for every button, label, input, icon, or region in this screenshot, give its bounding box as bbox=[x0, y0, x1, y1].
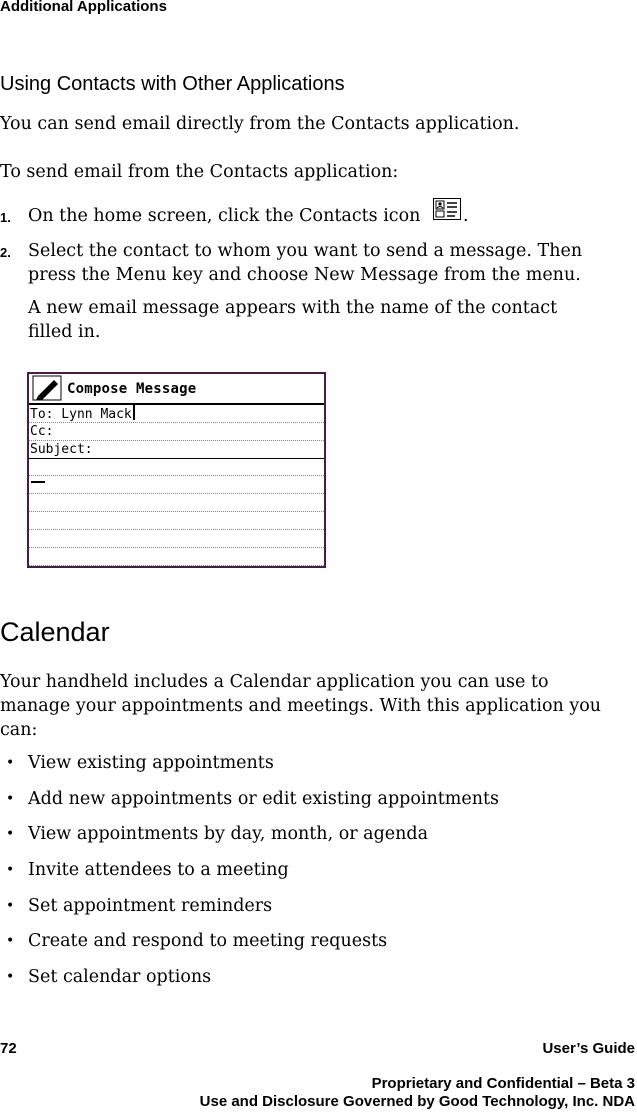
text-cursor bbox=[133, 405, 135, 420]
step-1-text: On the home screen, click the Contacts icon bbox=[28, 206, 421, 226]
compose-message-screenshot bbox=[27, 372, 326, 568]
calendar-intro-line-2: manage your appointments and meetings. With this application you bbox=[0, 696, 602, 716]
body-line bbox=[29, 529, 324, 530]
step-number-2: 2. bbox=[0, 245, 11, 260]
body-line bbox=[29, 565, 324, 566]
bullet-marker: • bbox=[6, 898, 15, 914]
step-2-line-2: press the Menu key and choose New Message from the menu. bbox=[28, 265, 581, 285]
section-heading-calendar: Calendar bbox=[0, 617, 110, 647]
compose-title-bar bbox=[29, 374, 324, 405]
cc-field[interactable]: Cc: bbox=[29, 423, 324, 441]
to-field-text: To: Lynn Mack bbox=[30, 407, 132, 422]
contacts-lead-in: To send email from the Contacts application: bbox=[0, 162, 399, 182]
guide-name: User’s Guide bbox=[542, 1040, 635, 1057]
calendar-bullet-4: Invite attendees to a meeting bbox=[28, 860, 289, 880]
body-cursor bbox=[31, 481, 45, 483]
page-number: 72 bbox=[0, 1040, 17, 1057]
calendar-intro-line-1: Your handheld includes a Calendar application you can use to bbox=[0, 672, 549, 692]
step-1-period: . bbox=[463, 206, 469, 226]
running-header: Additional Applications bbox=[0, 0, 167, 15]
calendar-intro-line-3: can: bbox=[0, 720, 38, 740]
bullet-marker: • bbox=[6, 862, 15, 878]
section-heading-contacts: Using Contacts with Other Applications bbox=[0, 73, 345, 95]
calendar-bullet-6: Create and respond to meeting requests bbox=[28, 931, 388, 951]
body-line bbox=[29, 547, 324, 548]
calendar-bullet-3: View appointments by day, month, or agenda bbox=[28, 824, 429, 844]
to-field[interactable] bbox=[29, 405, 324, 423]
contacts-intro: You can send email directly from the Contacts application. bbox=[0, 114, 520, 134]
step-2-result-line-2: filled in. bbox=[28, 322, 101, 342]
bullet-marker: • bbox=[6, 791, 15, 807]
pen-icon bbox=[32, 375, 62, 405]
bullet-marker: • bbox=[6, 933, 15, 949]
contacts-app-icon bbox=[433, 198, 461, 220]
body-line bbox=[29, 493, 324, 494]
confidential-notice: Proprietary and Confidential – Beta 3 bbox=[371, 1075, 635, 1092]
step-number-1: 1. bbox=[0, 210, 11, 225]
step-2-result-line-1: A new email message appears with the name of the contact bbox=[28, 298, 558, 318]
step-2-line-1: Select the contact to whom you want to send a message. Then bbox=[28, 241, 583, 261]
body-line bbox=[29, 475, 324, 476]
disclosure-notice: Use and Disclosure Governed by Good Technology, Inc. NDA bbox=[199, 1093, 635, 1110]
calendar-bullet-1: View existing appointments bbox=[28, 753, 274, 773]
body-line bbox=[29, 511, 324, 512]
calendar-bullet-2: Add new appointments or edit existing appointments bbox=[28, 789, 500, 809]
calendar-bullet-5: Set appointment reminders bbox=[28, 896, 273, 916]
bullet-marker: • bbox=[6, 969, 15, 985]
bullet-marker: • bbox=[6, 755, 15, 771]
calendar-bullet-7: Set calendar options bbox=[28, 967, 212, 987]
bullet-marker: • bbox=[6, 826, 15, 842]
compose-title: Compose Message bbox=[67, 381, 197, 397]
subject-field[interactable]: Subject: bbox=[29, 441, 324, 459]
